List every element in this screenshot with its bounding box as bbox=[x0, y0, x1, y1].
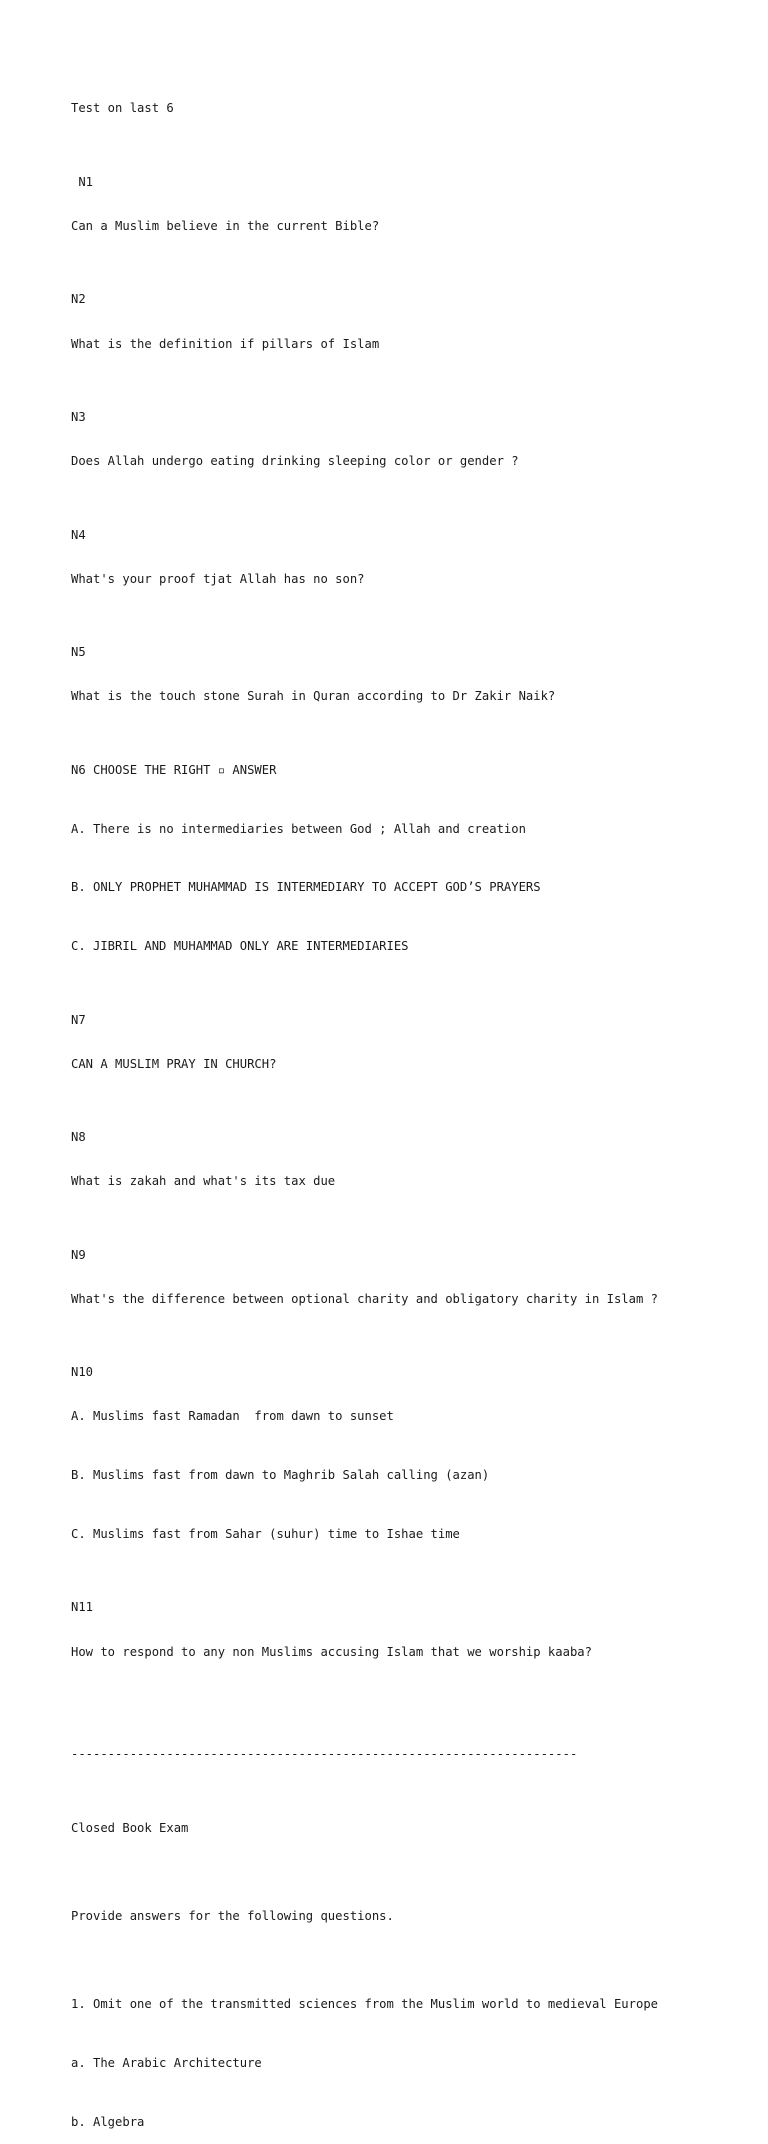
document-page bbox=[71, 72, 731, 2144]
question-text-n4: What's your proof tjat Allah has no son? bbox=[71, 571, 365, 586]
question-label-n9: N9 bbox=[71, 1247, 86, 1262]
question-label-n3: N3 bbox=[71, 410, 86, 425]
question-label-n8: N8 bbox=[71, 1130, 86, 1145]
document-title: Test on last 6 bbox=[71, 101, 174, 116]
n6-option-c: C. JIBRIL AND MUHAMMAD ONLY ARE INTERMEDIARIES bbox=[71, 939, 409, 954]
exam-question-1: 1. Omit one of the transmitted sciences from the Muslim world to medieval Europe bbox=[71, 1997, 658, 2012]
section-divider: --------------------------------------------------------------------- bbox=[71, 1747, 578, 1762]
n10-option-c: C. Muslims fast from Sahar (suhur) time to Ishae time bbox=[71, 1527, 460, 1541]
question-label-n2: N2 bbox=[71, 292, 86, 307]
question-label-n1: N1 bbox=[71, 174, 94, 189]
n10-option-a: A. Muslims fast Ramadan from dawn to sunset bbox=[71, 1409, 394, 1424]
exam-q1-option-b: b. Algebra bbox=[71, 2114, 145, 2129]
question-text-n2: What is the definition if pillars of Islam bbox=[71, 336, 380, 351]
exam-title: Closed Book Exam bbox=[71, 1820, 189, 1835]
question-label-n5: N5 bbox=[71, 645, 86, 660]
n6-option-a: A. There is no intermediaries between God ; Allah and creation bbox=[71, 821, 526, 836]
question-label-n4: N4 bbox=[71, 527, 86, 542]
question-text-n9: What's the difference between optional charity and obligatory charity in Islam ? bbox=[71, 1291, 658, 1306]
question-text-n1: Can a Muslim believe in the current Bible? bbox=[71, 218, 380, 233]
question-heading-n6: N6 CHOOSE THE RIGHT ▫ ANSWER bbox=[71, 762, 277, 777]
question-text-n8: What is zakah and what's its tax due bbox=[71, 1174, 336, 1189]
exam-instructions: Provide answers for the following questions. bbox=[71, 1909, 394, 1924]
question-label-n11: N11 bbox=[71, 1600, 94, 1615]
question-text-n11: How to respond to any non Muslims accusing Islam that we worship kaaba? bbox=[71, 1644, 592, 1659]
question-text-n7: CAN A MUSLIM PRAY IN CHURCH? bbox=[71, 1056, 277, 1071]
n10-option-b: B. Muslims fast from dawn to Maghrib Salah calling (azan) bbox=[71, 1468, 490, 1483]
exam-q1-option-a: a. The Arabic Architecture bbox=[71, 2056, 262, 2071]
question-label-n10: N10 bbox=[71, 1365, 94, 1380]
question-text-n3: Does Allah undergo eating drinking sleeping color or gender ? bbox=[71, 454, 519, 469]
n6-option-b: B. ONLY PROPHET MUHAMMAD IS INTERMEDIARY TO ACCEPT GOD’S PRAYERS bbox=[71, 880, 541, 895]
question-text-n5: What is the touch stone Surah in Quran according to Dr Zakir Naik? bbox=[71, 689, 556, 704]
question-label-n7: N7 bbox=[71, 1012, 86, 1027]
